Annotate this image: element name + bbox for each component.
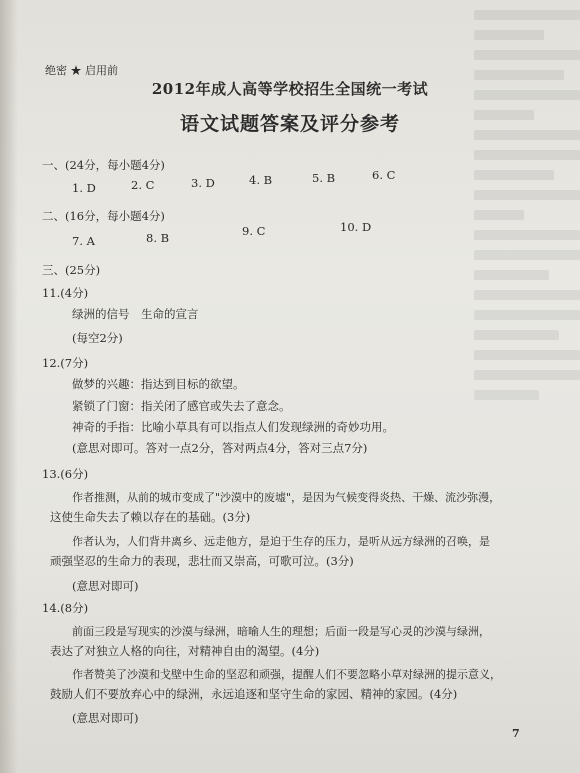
q13-line-4: 顽强坚忍的生命力的表现，悲壮而又崇高，可歌可泣。(3分) bbox=[50, 554, 354, 568]
q11-answer: 绿洲的信号 生命的宣言 bbox=[72, 307, 199, 321]
q14-heading: 14.(8分) bbox=[42, 601, 89, 615]
answer-5: 5. B bbox=[312, 171, 336, 185]
answer-4: 4. B bbox=[249, 173, 273, 187]
q13-line-1: 作者推测，从前的城市变成了"沙漠中的废墟"，是因为气候变得炎热、干燥、流沙弥漫， bbox=[72, 491, 501, 504]
q13-line-2: 这使生命失去了赖以存在的基础。(3分) bbox=[50, 510, 251, 524]
answer-7: 7. A bbox=[72, 234, 95, 248]
q14-line-2: 表达了对独立人格的向往，对精神自由的渴望。(4分) bbox=[50, 644, 320, 658]
answer-10: 10. D bbox=[340, 220, 372, 234]
q14-line-3: 作者赞美了沙漠和戈壁中生命的坚忍和顽强，提醒人们不要忽略小草对绿洲的提示意义， bbox=[72, 668, 501, 681]
q12-heading: 12.(7分) bbox=[42, 356, 89, 370]
q13-line-3: 作者认为，人们背井离乡、远走他方，是迫于生存的压力，是听从远方绿洲的召唤，是 bbox=[72, 535, 490, 548]
q12-note: (意思对即可。答对一点2分，答对两点4分，答对三点7分) bbox=[72, 441, 368, 455]
answer-3: 3. D bbox=[191, 176, 215, 190]
answer-6: 6. C bbox=[372, 168, 396, 182]
q12-line-2: 紧锁了门窗：指关闭了感官或失去了意念。 bbox=[72, 399, 291, 413]
q14-note: (意思对即可) bbox=[72, 711, 139, 725]
q13-note: (意思对即可) bbox=[72, 579, 139, 593]
q14-line-4: 鼓励人们不要放弃心中的绿洲，永远追逐和坚守生命的家园、精神的家园。(4分) bbox=[50, 687, 458, 701]
confidential-mark: 绝密 ★ 启用前 bbox=[45, 64, 118, 77]
exam-title: 2012年成人高等学校招生全国统一考试 bbox=[151, 80, 429, 98]
q14-line-1: 前面三段是写现实的沙漠与绿洲，暗喻人生的理想；后面一段是写心灵的沙漠与绿洲， bbox=[72, 625, 490, 638]
part3-heading: 三、(25分) bbox=[42, 263, 101, 277]
answer-2: 2. C bbox=[131, 178, 155, 192]
answer-key-title: 语文试题答案及评分参考 bbox=[179, 113, 400, 135]
page-number: 7 bbox=[512, 727, 520, 740]
answer-8: 8. B bbox=[146, 231, 170, 245]
q12-line-1: 做梦的兴趣：指达到目标的欲望。 bbox=[72, 377, 245, 391]
q13-heading: 13.(6分) bbox=[42, 467, 89, 481]
answer-9: 9. C bbox=[242, 224, 266, 238]
q11-heading: 11.(4分) bbox=[42, 286, 89, 300]
q11-note: (每空2分) bbox=[72, 331, 123, 345]
part1-heading: 一、(24分，每小题4分) bbox=[42, 158, 165, 172]
part2-heading: 二、(16分，每小题4分) bbox=[42, 209, 165, 223]
q12-line-3: 神奇的手指：比喻小草具有可以指点人们发现绿洲的奇妙功用。 bbox=[72, 420, 394, 434]
answer-1: 1. D bbox=[72, 181, 96, 195]
